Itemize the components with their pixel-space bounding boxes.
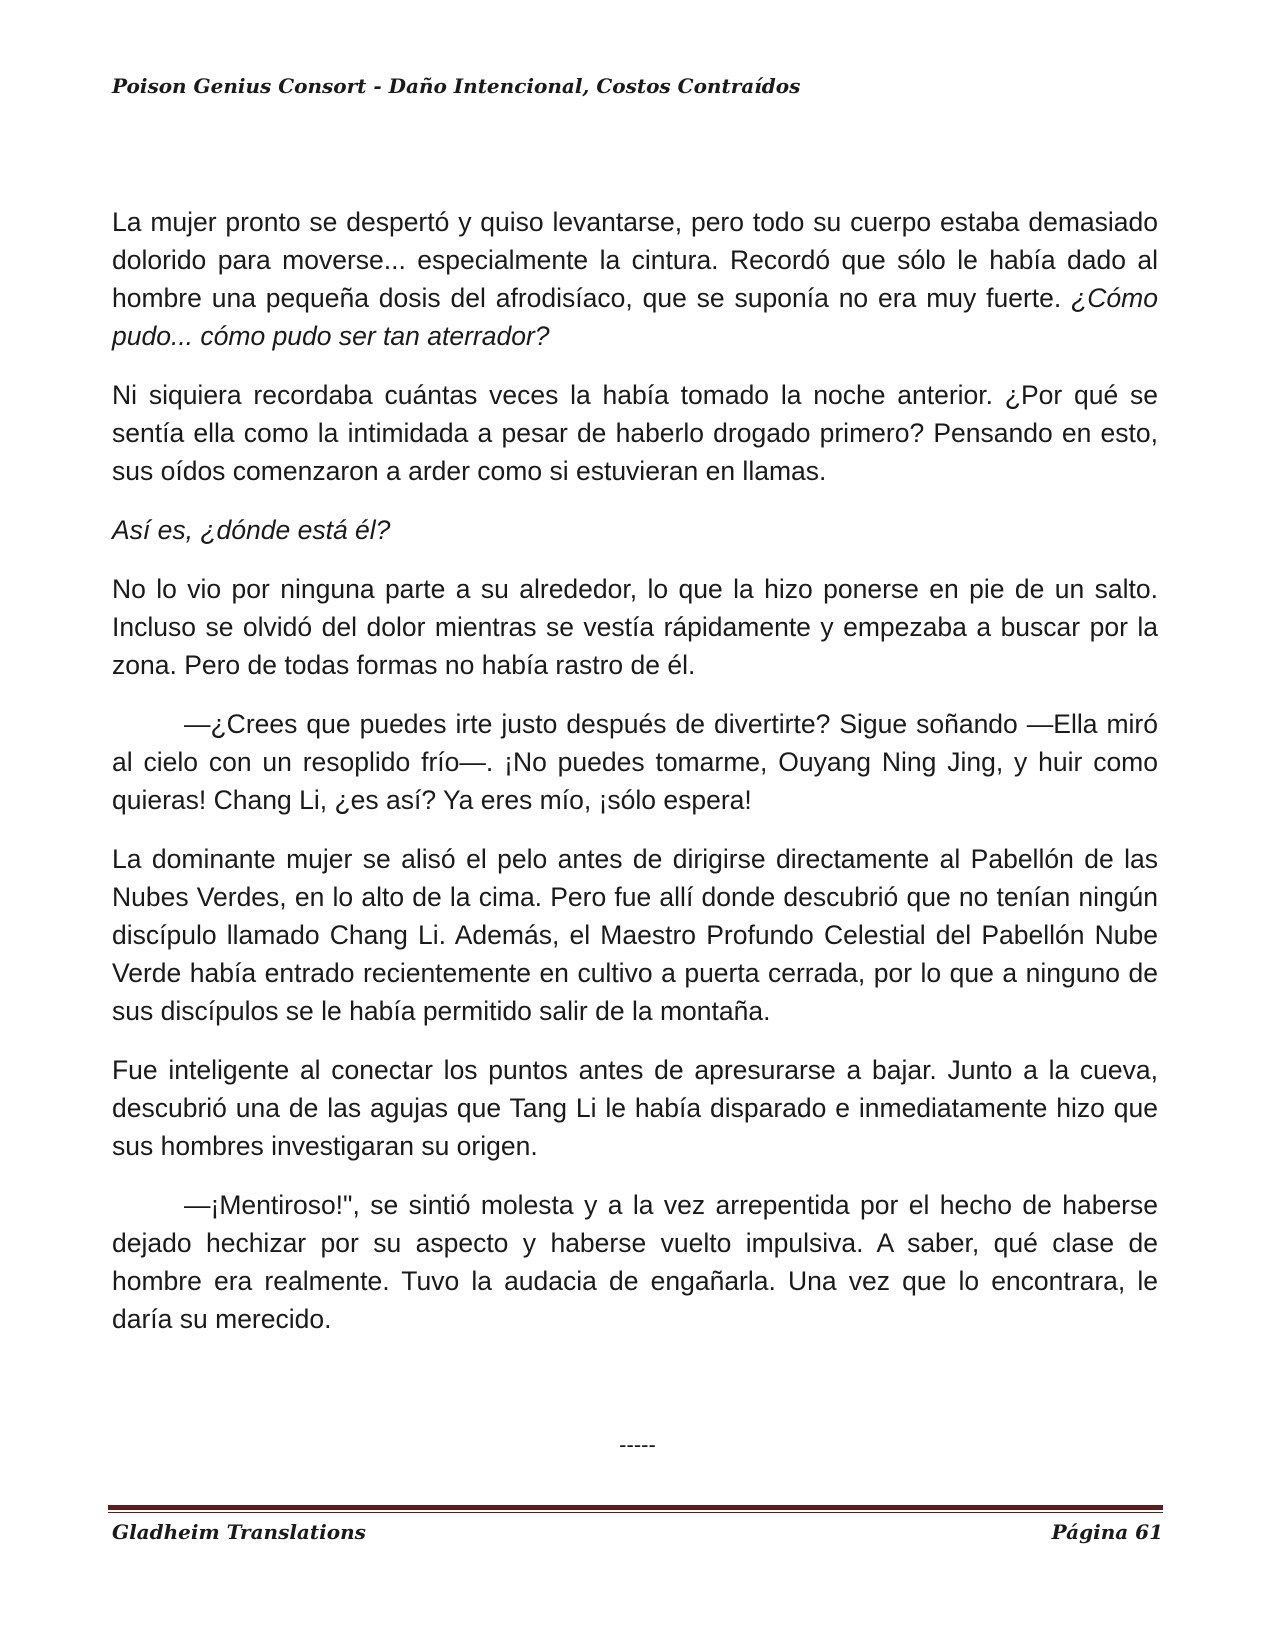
paragraph-5-dialogue: —¿Crees que puedes irte justo después de divertirte? Sigue soñando —Ella miró al cielo con un resoplido frío—. ¡No puedes tomarme, Ouyang Ning Jing, y huir como quieras! Chang Li, ¿es así? Ya eres mío, ¡sólo espera! bbox=[112, 709, 1158, 815]
paragraph-8-dialogue: —¡Mentiroso!", se sintió molesta y a la vez arrepentida por el hecho de haberse dejado hechizar por su aspecto y haberse vuelto impulsiva. A saber, qué clase de hombre era realmente. Tuvo la audacia de engañarla. Una vez que lo encontrara, le daría su merecido. bbox=[112, 1190, 1158, 1334]
paragraph-7: Fue inteligente al conectar los puntos antes de apresurarse a bajar. Junto a la cueva, descubrió una de las agujas que Tang Li le había disparado e inmediatamente hizo que sus hombres investigaran su origen. bbox=[112, 1055, 1158, 1161]
paragraph-4: No lo vio por ninguna parte a su alrededor, lo que la hizo ponerse en pie de un salto. Incluso se olvidó del dolor mientras se vestía rápidamente y empezaba a buscar por la zona. Pero de todas formas no había rastro de él. bbox=[112, 574, 1158, 680]
paragraph-1-italic-thought: ¿Cómo pudo... cómo pudo ser tan aterrador? bbox=[112, 283, 1158, 351]
footer-page-number: Página 61 bbox=[1051, 1520, 1163, 1544]
paragraph-1 bbox=[112, 203, 1158, 355]
footer-publisher: Gladheim Translations bbox=[112, 1520, 366, 1544]
paragraph-3-italic-thought: Así es, ¿dónde está él? bbox=[112, 515, 391, 545]
paragraph-1-text: La mujer pronto se despertó y quiso levantarse, pero todo su cuerpo estaba demasiado dolorido para moverse... especialmente la cintura. Recordó que sólo le había dado al hombre una pequeña dosis del afrodisíaco, que se suponía no era muy fuerte. bbox=[112, 207, 1158, 313]
section-separator: ----- bbox=[619, 1432, 656, 1457]
paragraph-2: Ni siquiera recordaba cuántas veces la había tomado la noche anterior. ¿Por qué se sentía ella como la intimidada a pesar de haberlo drogado primero? Pensando en esto, sus oídos comenzaron a arder como si estuvieran en llamas. bbox=[112, 380, 1158, 486]
running-header: Poison Genius Consort - Daño Intencional, Costos Contraídos bbox=[112, 74, 801, 98]
paragraph-6: La dominante mujer se alisó el pelo antes de dirigirse directamente al Pabellón de las Nubes Verdes, en lo alto de la cima. Pero fue allí donde descubrió que no tenían ningún discípulo llamado Chang Li. Además, el Maestro Profundo Celestial del Pabellón Nube Verde había entrado recientemente en cultivo a puerta cerrada, por lo que a ninguno de sus discípulos se le había permitido salir de la montaña. bbox=[112, 844, 1158, 1026]
footer-rule bbox=[108, 1505, 1163, 1513]
chapter-body bbox=[112, 203, 1158, 1359]
